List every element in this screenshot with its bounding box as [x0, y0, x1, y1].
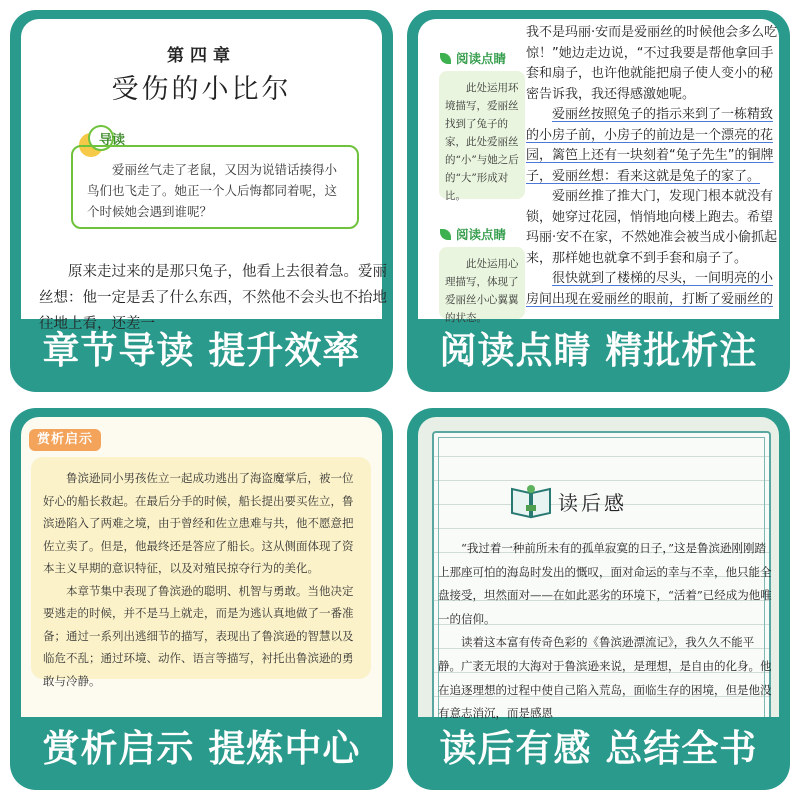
guide-tag: 导读 — [99, 133, 126, 148]
chapter-number: 第四章 — [167, 46, 236, 66]
reflection-paragraph: 读着这本富有传奇色彩的《鲁滨逊漂流记》，我久久不能平静。广袤无垠的大海对于鲁滨逊来说，是理想，是自由的化身。他在追逐理想的过程中使自己陷入荒岛，面临生存的困境，但是他没有意志消沉，而是感恩 — [438, 635, 772, 721]
panel-reading-notes — [407, 10, 790, 392]
reflection-paragraph: “我过着一种前所未有的孤单寂寞的日子，”这是鲁滨逊刚刚踏上那座可怕的海岛时发出的慨叹，面对命运的幸与不幸，他只能全盘接受，坦然面对——在如此恶劣的环境下，“活着”已经成为他唯一的信仰。 — [438, 541, 772, 626]
guide-box: 爱丽丝气走了老鼠，又因为说错话揍得小鸟们也飞走了。她正一个人后悔都同着呢，这个时候她会遇到谁呢？ — [71, 145, 359, 229]
story-paragraph: 很快就到了楼梯的尽头，一间明亮的小房间出现在爱丽丝的眼前，打断了爱丽丝的 — [526, 271, 774, 307]
reflection-title: 读后感 — [558, 491, 627, 515]
book-page — [21, 19, 387, 332]
story-paragraph: 爱丽丝推了推大门，发现门根本就没有锁，她穿过花园，悄悄地向楼上跑去。希望玛丽·安不在家，不然她准会被当成小偷抓起来，那样她也就拿不到手套和扇子了。 — [526, 189, 778, 266]
leaf-icon — [440, 53, 451, 64]
book-page — [418, 417, 779, 721]
chapter-body-text: 原来走过来的是那只兔子，他看上去很着急。爱丽丝想：他一定是丢了什么东西，不然他不会头也不抬地往地上看，还差一 — [39, 264, 387, 332]
panel-analysis — [10, 408, 393, 790]
panel-chapter-guide — [10, 10, 393, 392]
leaf-icon — [440, 229, 451, 240]
note-heading — [440, 49, 506, 67]
caption-banner: 章节导读 提升效率 — [42, 329, 361, 372]
note-heading-text: 阅读点睛 — [456, 227, 507, 242]
analysis-box — [31, 457, 371, 688]
caption-banner: 读后有感 总结全书 — [439, 727, 758, 770]
open-book-icon — [508, 481, 554, 521]
reflection-text — [438, 537, 776, 726]
analysis-paragraph: 鲁滨逊同小男孩佐立一起成功逃出了海盗魔掌后，被一位好心的船长救起。在最后分手的时候，船长提出要买佐立，鲁滨逊陷入了两难之境，由于曾经和佐立患难与共，他不愿意把佐立卖了。但是，他最终还是答应了船长。这从侧面体现了资本主义早期的意识特征，以及对殖民掠夺行为的美化。 — [43, 471, 354, 575]
note-heading-text: 阅读点睛 — [456, 51, 507, 66]
note-box: 此处运用环境描写，爱丽丝找到了兔子的家，此处爱丽丝的“小”与她之后的“大”形成对比。 — [439, 71, 525, 199]
analysis-tag: 赏析启示 — [29, 429, 101, 451]
chapter-title: 受伤的小比尔 — [111, 74, 292, 105]
caption-banner: 赏析启示 提炼中心 — [42, 727, 361, 770]
story-paragraph: 爱丽丝按照兔子的指示来到了一栋精致的小房子前，小房子的前边是一个漂亮的花园，篱笆上还有一块刻着“兔子先生”的铜牌子，爱丽丝想：看来这就是兔子的家了。 — [526, 107, 774, 184]
note-box: 此处运用心理描写，体现了爱丽丝小心翼翼的状态。 — [439, 247, 525, 319]
analysis-paragraph: 本章节集中表现了鲁滨逊的聪明、机智与勇敢。当他决定要逃走的时候，并不是马上就走，而是为逃认真地做了一番准备；通过一系列出逃细节的描写，表现出了鲁滨逊的智慧以及临危不乱；通过环境、动作、语言等描写，衬托出鲁滨逊的勇敢与冷静。 — [43, 583, 354, 688]
book-page — [418, 19, 779, 324]
caption-banner: 阅读点睛 精批析注 — [439, 329, 758, 372]
story-text — [526, 23, 781, 310]
book-page — [21, 417, 382, 717]
panel-reflection — [407, 408, 790, 790]
story-paragraph: 我不是玛丽·安而是爱丽丝的时候他会多么吃惊！”她边走边说，“不过我要是帮他拿回手套和扇子，也许他就能把扇子使人变小的秘密告诉我，我还得感激她呢。 — [526, 25, 778, 102]
note-heading — [440, 225, 506, 243]
